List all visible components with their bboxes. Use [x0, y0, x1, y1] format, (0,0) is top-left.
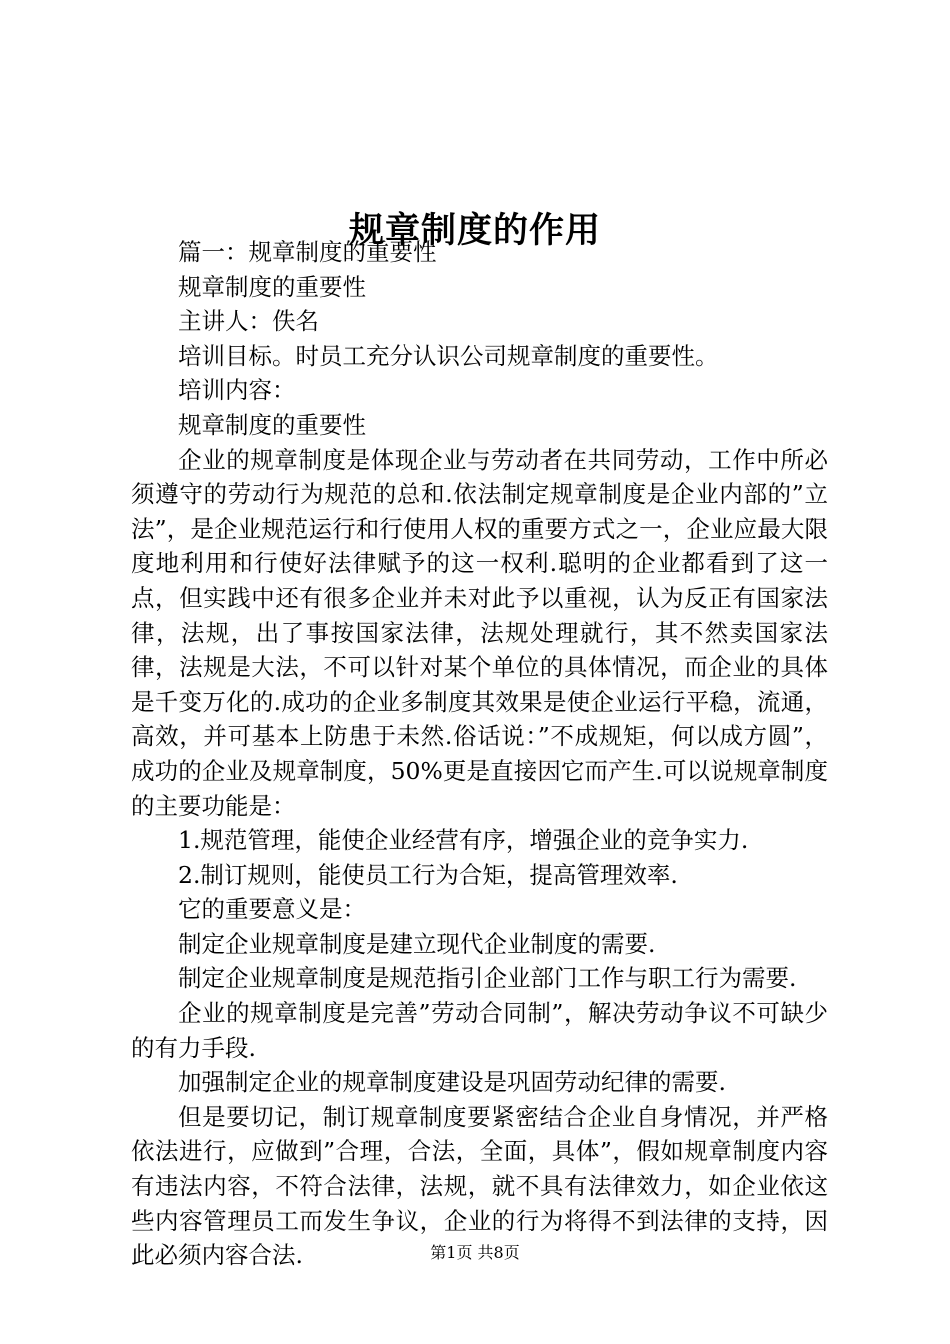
paragraph: 规章制度的重要性	[178, 410, 366, 439]
paragraph: 制定企业规章制度是建立现代企业制度的需要.	[178, 929, 656, 958]
paragraph: 培训目标。时员工充分认识公司规章制度的重要性。	[178, 341, 719, 370]
paragraph: 企业的规章制度是体现企业与劳动者在共同劳动，工作中所必须遵守的劳动行为规范的总和.依法制定规章制度是企业内部的”立法”，是企业规范运行和行使用人权的重要方式之一，企业应最大限度地利用和行使好法律赋予的这一权利.聪明的企业都看到了这一点，但实践中还有很多企业并未对此予以重视，认为反正有国家法律，法规，出了事按国家法律，法规处理就行，其不然卖国家法律，法规是大法，不可以针对某个单位的具体情况，而企业的具体是千变万化的.成功的企业多制度其效果是使企业运行平稳，流通，高效，并可基本上防患于未然.俗话说：”不成规矩，何以成方圆”，成功的企业及规章制度，50%更是直接因它而产生.可以说规章制度的主要功能是：	[131, 445, 828, 820]
paragraph: 规章制度的重要性	[178, 272, 366, 301]
paragraph: 培训内容：	[178, 376, 296, 405]
paragraph: 2.制订规则，能使员工行为合矩，提高管理效率.	[178, 860, 678, 889]
paragraph: 加强制定企业的规章制度建设是巩固劳动纪律的需要.	[178, 1068, 726, 1097]
paragraph: 制定企业规章制度是规范指引企业部门工作与职工行为需要.	[178, 964, 797, 993]
paragraph: 主讲人：佚名	[178, 307, 319, 336]
paragraph: 篇一：规章制度的重要性	[178, 238, 437, 266]
paragraph: 1.规范管理，能使企业经营有序，增强企业的竞争实力.	[178, 826, 749, 855]
paragraph: 企业的规章制度是完善”劳动合同制”，解决劳动争议不可缺少的有力手段.	[131, 999, 828, 1062]
paragraph: 但是要切记，制订规章制度要紧密结合企业自身情况，并严格依法进行，应做到”合理，合法，全面，具体”，假如规章制度内容有违法内容，不符合法律，法规，就不具有法律效力，如企业依这些内容管理员工而发生争议，企业的行为将得不到法律的支持，因此必须内容合法.	[131, 1102, 828, 1270]
page-footer: 第1页 共8页	[430, 1243, 520, 1262]
document-body	[131, 235, 828, 1273]
document-title: 规章制度的作用	[348, 211, 601, 252]
paragraph: 它的重要意义是：	[178, 895, 366, 924]
